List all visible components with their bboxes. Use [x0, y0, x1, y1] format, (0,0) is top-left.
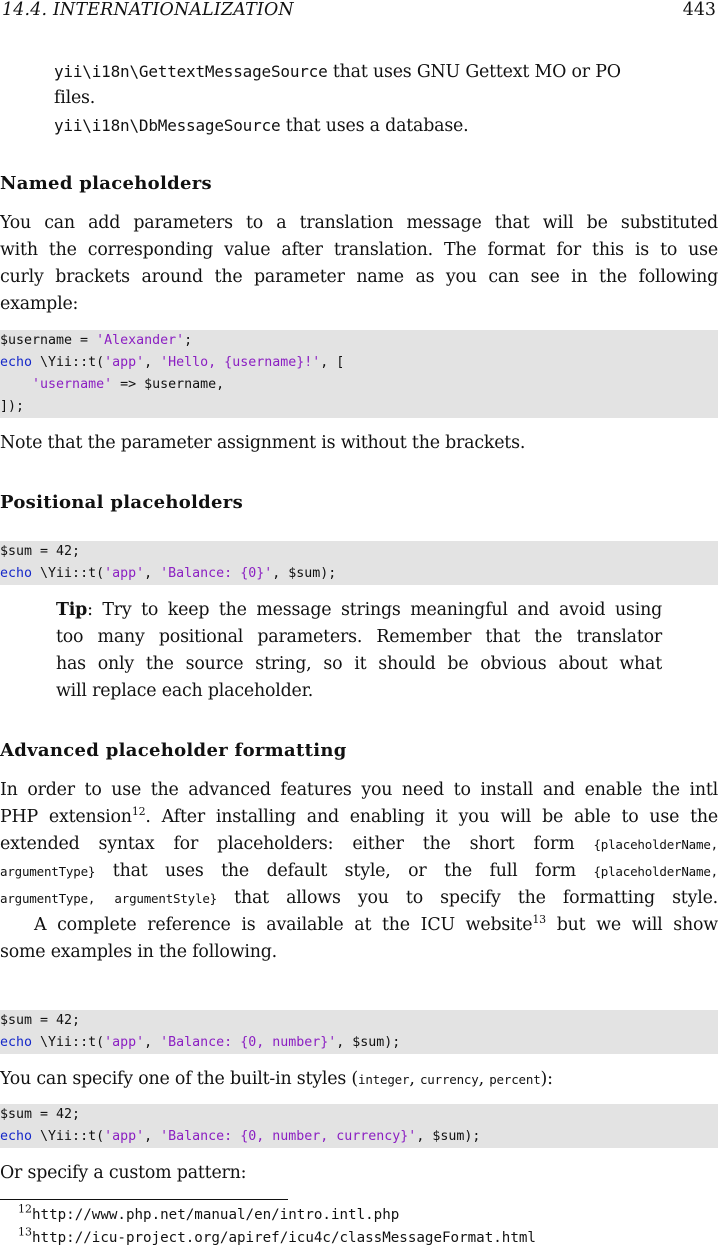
custom-pattern-sentence: Or specify a custom pattern: [0, 1163, 247, 1183]
code-line: ]); [0, 399, 25, 414]
styles-sentence: You can specify one of the built-in styles (integer, currency, percent): [0, 1069, 553, 1089]
paragraph-line: extended syntax for placeholders: either the short form {placeholderName, [0, 834, 718, 854]
paragraph-line: some examples in the following. [0, 942, 278, 962]
note-text: Note that the parameter assignment is without the brackets. [0, 433, 526, 453]
code-block-positional [0, 541, 718, 585]
paragraph-line: A complete reference is available at the ICU website$^{13}$ but we will show [34, 913, 718, 935]
code-line: echo \Yii::t('app', 'Balance: {0, number}', $sum); [0, 1035, 401, 1050]
paragraph-line: In order to use the advanced features you need to install and enable the intl [0, 780, 718, 800]
footnote-ref-12: 12 [131, 805, 146, 819]
paragraph-line: PHP extension$^{12}$. After installing and enabling it you will be able to use the [0, 805, 718, 827]
heading-named-placeholders: Named placeholders [0, 173, 212, 194]
paragraph-line: argumentType, argumentStyle} that allows you to specify the formatting style. [0, 888, 718, 908]
heading-positional-placeholders: Positional placeholders [0, 492, 244, 513]
code-block-number [0, 1010, 718, 1054]
code-line: echo \Yii::t('app', 'Balance: {0, number, currency}', $sum); [0, 1129, 481, 1144]
paragraph-line: with the corresponding value after translation. The format for this is to use [0, 240, 718, 260]
footnote-divider [0, 1199, 288, 1200]
tip-label: Tip [56, 600, 88, 620]
code-line: $username = 'Alexander'; [0, 333, 193, 348]
paragraph-line: curly brackets around the parameter name as you can see in the following [0, 267, 718, 287]
class-name-gettext: yii\i18n\GettextMessageSource [54, 62, 328, 81]
page-number: 443 [682, 0, 716, 20]
footnote-url[interactable]: http://www.php.net/manual/en/intro.intl.php [32, 1207, 400, 1223]
tip-line: will replace each placeholder. [56, 681, 314, 701]
footnote-12: $^{12}$http://www.php.net/manual/en/intro.intl.php [18, 1202, 400, 1223]
paragraph-line: argumentType} that uses the default style, or the full form {placeholderName, [0, 861, 718, 881]
tip-line: has only the source string, so it should be obvious about what [56, 654, 662, 674]
tip-line: Tip: Try to keep the message strings meaningful and avoid using [56, 600, 662, 620]
code-line: $sum = 42; [0, 1107, 81, 1122]
tip-line: too many positional parameters. Remember that the translator [56, 627, 662, 647]
list-item-continuation: files. [54, 88, 96, 108]
code-line: $sum = 42; [0, 1013, 81, 1028]
heading-advanced-formatting: Advanced placeholder formatting [0, 740, 347, 761]
code-block-named [0, 330, 718, 418]
class-name-db: yii\i18n\DbMessageSource [54, 116, 281, 135]
footnote-url[interactable]: http://icu-project.org/apiref/icu4c/classMessageFormat.html [32, 1230, 536, 1246]
code-line: echo \Yii::t('app', 'Hello, {username}!', [ [0, 355, 345, 370]
paragraph-line: You can add parameters to a translation message that will be substituted [0, 213, 718, 233]
footnote-ref-13: 13 [532, 913, 546, 927]
code-block-currency [0, 1104, 718, 1148]
paragraph-line: example: [0, 294, 79, 314]
running-header-section: 14.4. INTERNATIONALIZATION [2, 0, 294, 20]
code-line: echo \Yii::t('app', 'Balance: {0}', $sum); [0, 566, 337, 581]
list-item: yii\i18n\GettextMessageSource that uses GNU Gettext MO or PO [54, 62, 621, 82]
list-item: yii\i18n\DbMessageSource that uses a database. [54, 116, 469, 136]
footnote-13: $^{13}$http://icu-project.org/apiref/icu4c/classMessageFormat.html [18, 1225, 536, 1246]
code-line: $sum = 42; [0, 544, 81, 559]
code-line: 'username' => $username, [32, 377, 225, 392]
